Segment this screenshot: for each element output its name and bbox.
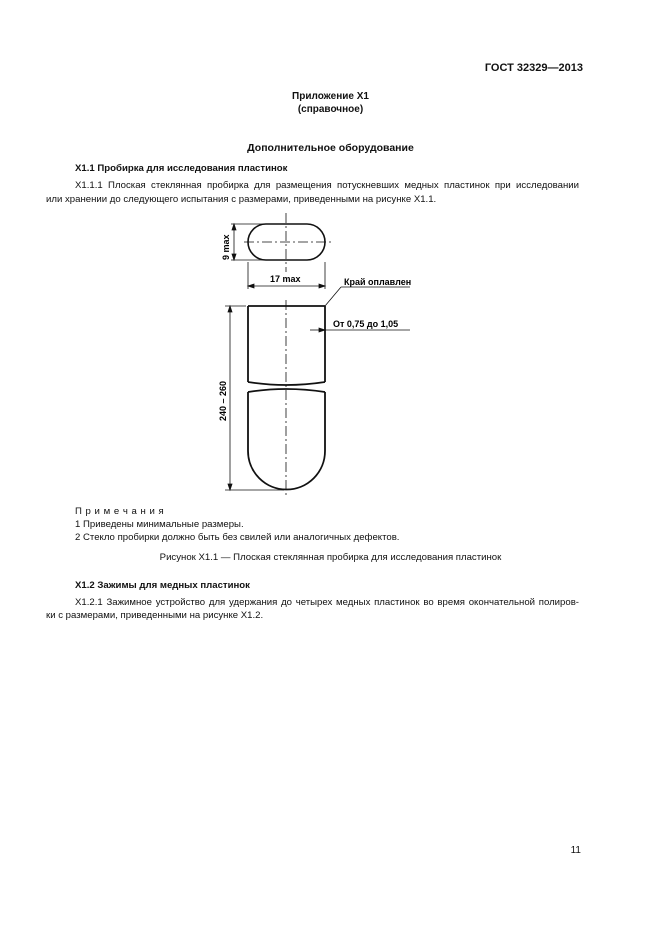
section-title: Дополнительное оборудование bbox=[247, 142, 414, 154]
dimension-length-label: 17 max bbox=[270, 274, 301, 284]
paragraph-x1-1-1-line2: или хранении до следующего испытания с размерами, приведенными на рисунке Х1.1. bbox=[46, 194, 437, 205]
note-2: 2 Стекло пробирки должно быть без свилей или аналогичных дефектов. bbox=[75, 532, 400, 543]
subsection-heading-x1-2: Х1.2 Зажимы для медных пластинок bbox=[75, 580, 250, 591]
paragraph-x1-1-1-line1: Х1.1.1 Плоская стеклянная пробирка для размещения потускневших медных пластинок при исследовании bbox=[75, 180, 579, 191]
cross-section-centerlines bbox=[244, 213, 334, 272]
page-number: 11 bbox=[570, 845, 581, 856]
tube-side-view bbox=[248, 306, 325, 490]
paragraph-x1-2-1-line1: Х1.2.1 Зажимное устройство для удержания до четырех медных пластинок во время окончательной полиров- bbox=[75, 597, 579, 608]
dimension-height-label: 240 – 260 bbox=[218, 380, 228, 421]
edge-label-leader bbox=[325, 287, 410, 306]
appendix-subtitle: (справочное) bbox=[297, 104, 364, 115]
subsection-heading-x1-1: Х1.1 Пробирка для исследования пластинок bbox=[75, 163, 288, 174]
figure-caption: Рисунок Х1.1 — Плоская стеклянная пробирка для исследования пластинок bbox=[159, 552, 502, 563]
thickness-label: От 0,75 до 1,05 bbox=[333, 319, 399, 329]
note-1: 1 Приведены минимальные размеры. bbox=[75, 519, 244, 530]
document-code: ГОСТ 32329—2013 bbox=[484, 62, 583, 74]
dimension-height bbox=[225, 306, 284, 490]
edge-label: Край оплавлен bbox=[344, 277, 412, 287]
appendix-title: Приложение Х1 bbox=[292, 91, 369, 102]
notes-title: П р и м е ч а н и я bbox=[75, 506, 165, 517]
paragraph-x1-2-1-line2: ки с размерами, приведенными на рисунке Х1.2. bbox=[46, 610, 264, 621]
dimension-width-label: 9 max bbox=[221, 234, 231, 260]
